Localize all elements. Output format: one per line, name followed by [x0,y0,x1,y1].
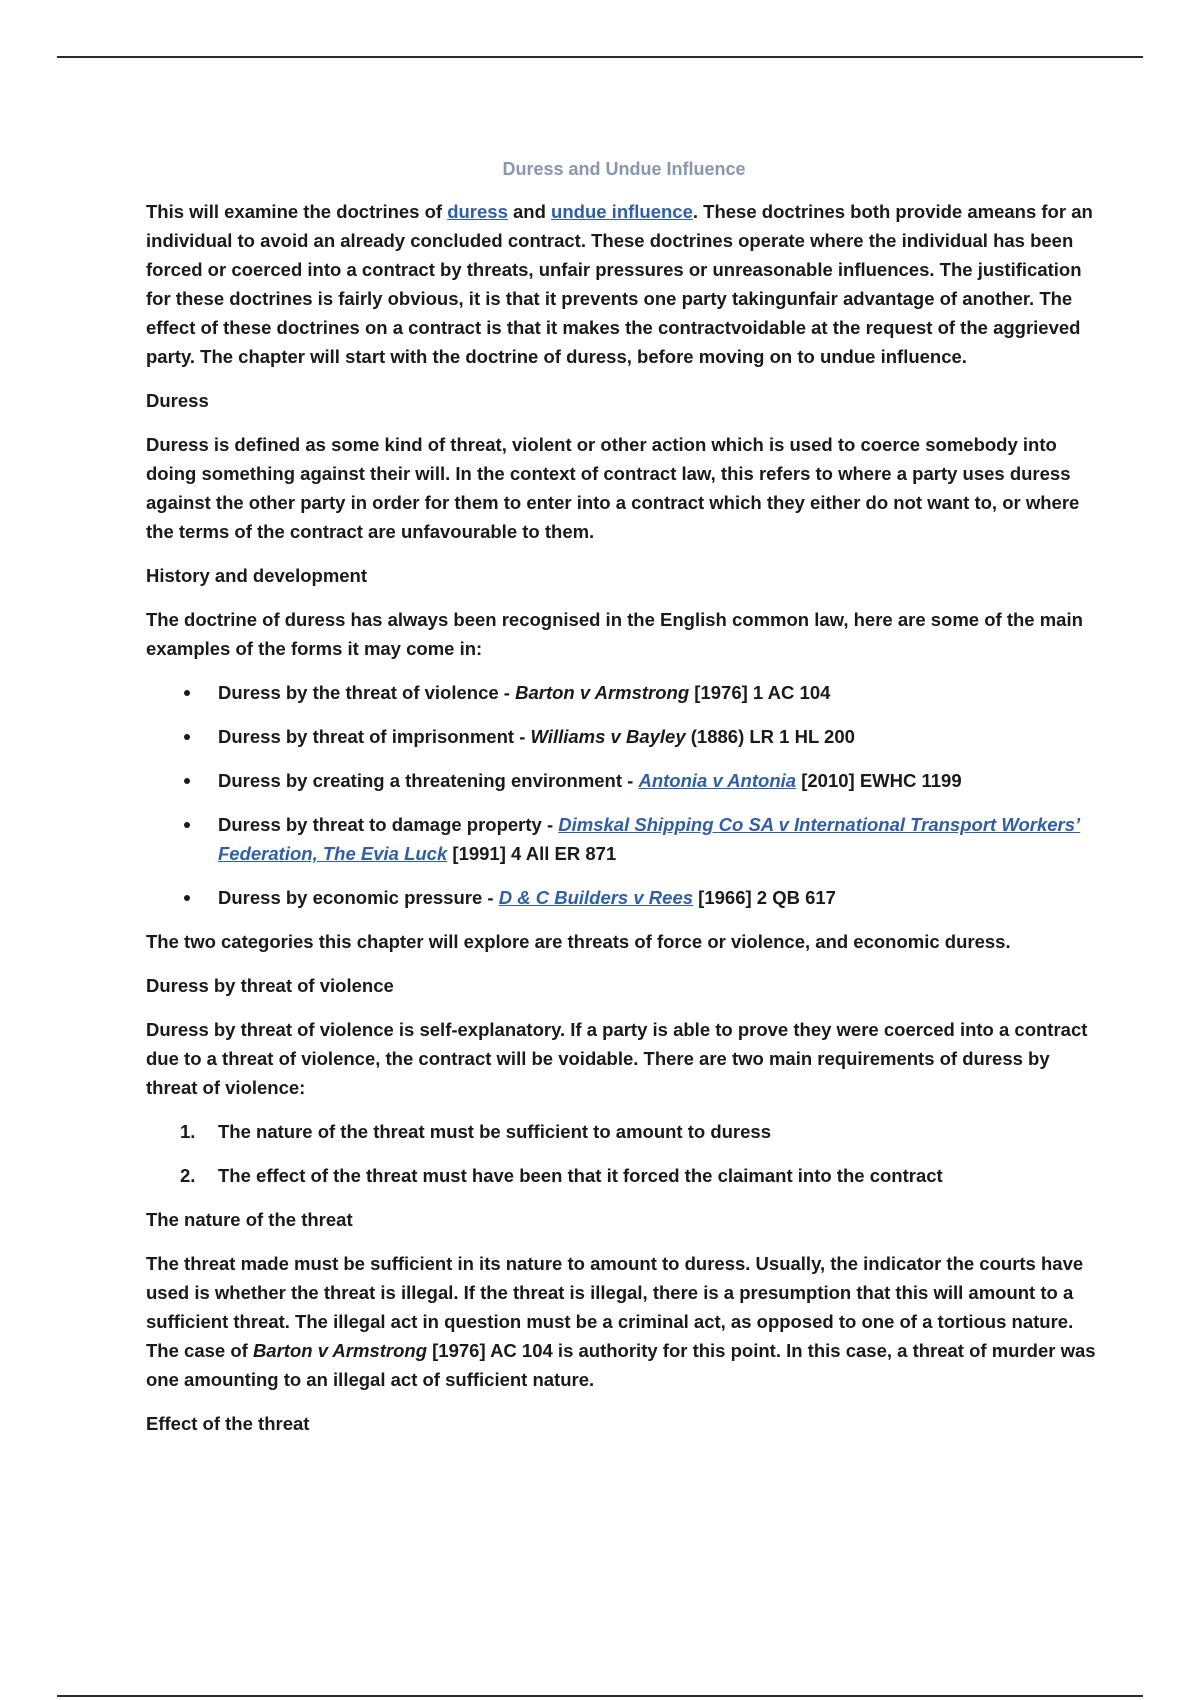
case-citation: (1886) LR 1 HL 200 [685,726,855,747]
duress-paragraph: Duress is defined as some kind of threat, violent or other action which is used to coerce somebody into doing something against their will. In the context of contract law, this refers to where a party uses duress against the other party in order for them to enter into a contract which they either do not want to, or where the terms of the contract are unfavourable to them. [146,434,1080,542]
list-item-text: The nature of the threat must be sufficient to amount to duress [218,1121,771,1142]
bullet-icon [184,778,190,784]
heading-history: History and development [146,565,368,586]
case-citation: [2010] EWHC 1199 [796,770,962,791]
intro-paragraph [146,197,1102,371]
bullet-text: Duress by threat to damage property - [218,814,559,835]
list-item [146,722,1102,751]
nature-text-2: [1976] AC 104 is authority for this point. In this case, a threat of murder was one amounting to an illegal act of sufficient nature. [146,1340,1096,1390]
intro-text-1: This will examine the doctrines of [146,201,448,222]
heading-duress: Duress [146,390,209,411]
list-number: 1. [180,1121,196,1142]
list-item [146,883,1102,912]
bullet-icon [184,895,190,901]
heading-threat-of-violence: Duress by threat of violence [146,975,394,996]
case-citation: [1991] 4 All ER 871 [447,843,617,864]
violence-paragraph: Duress by threat of violence is self-explanatory. If a party is able to prove they were coerced into a contract due to a threat of violence, the contract will be voidable. There are two main requirements of duress by threat of violence: [146,1019,1088,1098]
footer-rule [57,1695,1143,1697]
case-link-dc-builders[interactable] [499,887,693,908]
case-citation: [1976] 1 AC 104 [689,682,831,703]
document-body [146,156,1102,1453]
bullet-icon [184,690,190,696]
intro-text-2: and [507,201,552,222]
case-name: Barton v Armstrong [252,1340,427,1361]
undue-influence-link[interactable]: undue influence [551,201,693,222]
history-paragraph: The doctrine of duress has always been recognised in the English common law, here are some of the main examples of the forms it may come in: [146,609,1083,659]
case-link-antonia[interactable] [638,770,796,791]
bullet-text: Duress by creating a threatening environment - [218,770,639,791]
heading-effect-of-threat: Effect of the threat [146,1413,310,1434]
case-name: D & C Builders v Rees [498,887,694,908]
nature-text-1: The threat made must be sufficient in its nature to amount to duress. Usually, the indicator the courts have used is whether the threat is illegal. If the threat is illegal, there is a presumption that this will amount to a sufficient threat. The illegal act in question must be a criminal act, as opposed to one of a tortious nature. The case of [146,1253,1084,1361]
bullet-icon [184,734,190,740]
duress-link[interactable]: duress [447,201,508,222]
bullet-icon [184,822,190,828]
case-name: Williams v Bayley [530,726,686,747]
header-rule [57,56,1143,58]
case-name: Antonia v Antonia [638,770,797,791]
case-name: Barton v Armstrong [515,682,690,703]
list-item [146,810,1102,868]
bullet-text: Duress by the threat of violence - [218,682,516,703]
list-item [146,1117,1102,1146]
case-citation: [1966] 2 QB 617 [693,887,836,908]
list-item [146,766,1102,795]
categories-paragraph: The two categories this chapter will explore are threats of force or violence, and economic duress. [146,931,1011,952]
list-item [146,1161,1102,1190]
list-item [146,678,1102,707]
case-name: Dimskal Shipping Co SA v International Transport Workers’ Federation, The Evia Luck [218,814,1081,864]
document-title: Duress and Undue Influence [502,159,746,179]
list-item-text: The effect of the threat must have been that it forced the claimant into the contract [218,1165,943,1186]
bullet-text: Duress by threat of imprisonment - [218,726,531,747]
nature-paragraph [146,1249,1102,1394]
requirements-list [146,1117,1102,1190]
bullet-text: Duress by economic pressure - [218,887,499,908]
intro-text-3: . These doctrines both provide ameans for an individual to avoid an already concluded contract. These doctrines operate where the individual has been forced or coerced into a contract by threats, unfair pressures or unreasonable influences. The justification for these doctrines is fairly obvious, it is that it prevents one party takingunfair advantage of another. The effect of these doctrines on a contract is that it makes the contractvoidable at the request of the aggrieved party. The chapter will start with the doctrine of duress, before moving on to undue influence. [146,201,1093,367]
heading-nature-of-threat: The nature of the threat [146,1209,353,1230]
duress-forms-list [146,678,1102,912]
list-number: 2. [180,1165,196,1186]
